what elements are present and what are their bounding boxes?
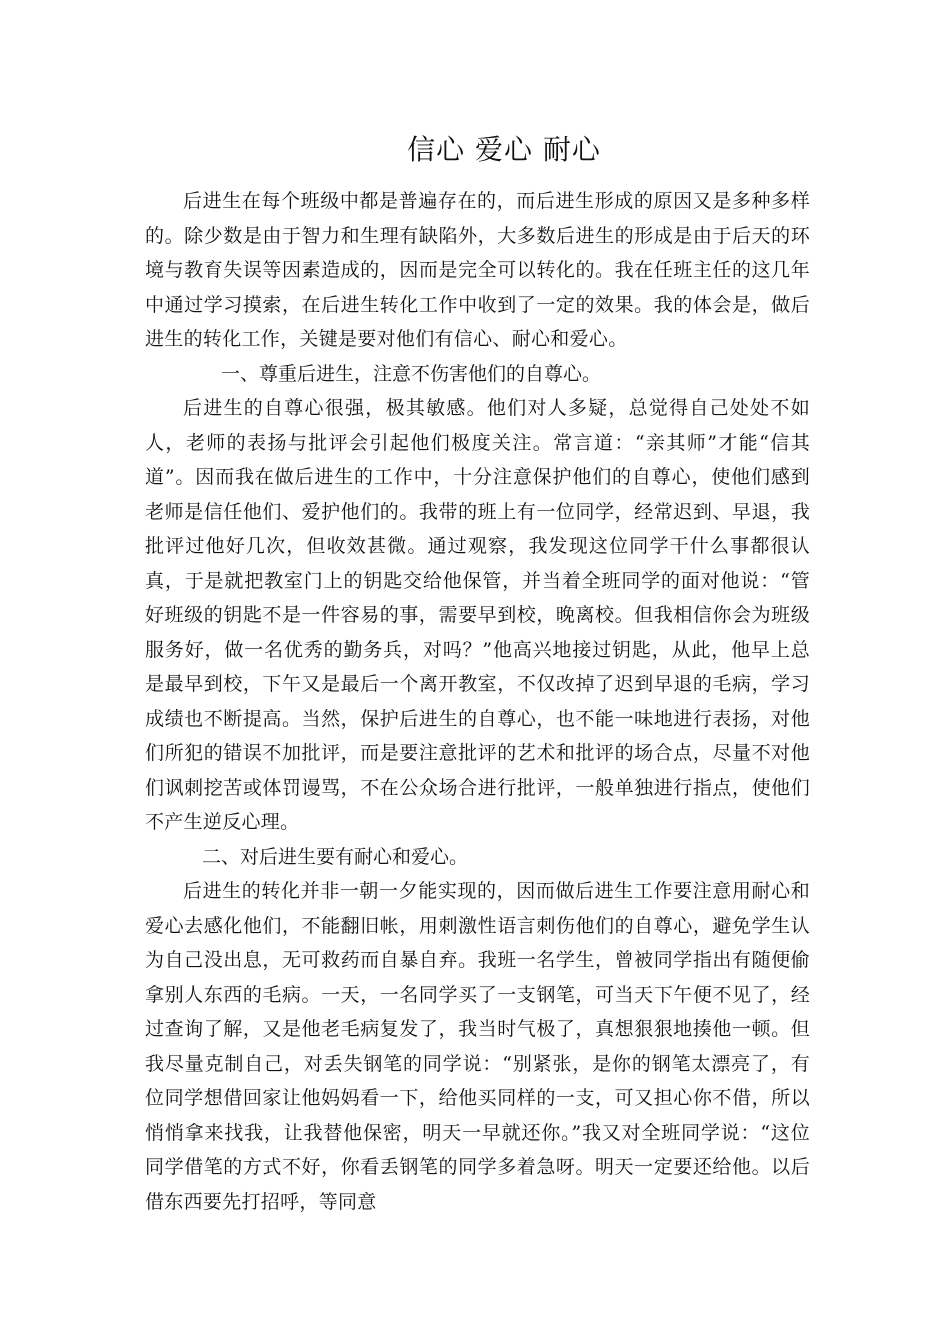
section-2-paragraph: 后进生的转化并非一朝一夕能实现的，因而做后进生工作要注意用耐心和爱心去感化他们，不能翻旧帐，用刺激性语言刺伤他们的自尊心，避免学生认为自己没出息，无可救药而自暴自弃。我班一名学生，曾被同学指出有随便偷拿别人东西的毛病。一天，一名同学买了一支钢笔，可当天下午便不见了，经过查询了解，又是他老毛病复发了，我当时气极了，真想狠狠地揍他一顿。但我尽量克制自己，对丢失钢笔的同学说：“别紧张，是你的钢笔太漂亮了，有位同学想借回家让他妈妈看一下，给他买同样的一支，可又担心你不借，所以悄悄拿来找我，让我替他保密，明天一早就还你。”我又对全班同学说：“这位同学借笔的方式不好，你看丢钢笔的同学多着急呀。明天一定要还给他。以后借东西要先打招呼，等同意 [145, 880, 810, 1213]
document-body [145, 184, 810, 1219]
document-title: 信心 爱心 耐心 [407, 133, 601, 166]
intro-paragraph: 后进生在每个班级中都是普遍存在的，而后进生形成的原因又是多种多样的。除少数是由于智力和生理有缺陷外，大多数后进生的形成是由于后天的环境与教育失误等因素造成的，因而是完全可以转化的。我在任班主任的这几年中通过学习摸索，在后进生转化工作中收到了一定的效果。我的体会是，做后进生的转化工作，关键是要对他们有信心、耐心和爱心。 [145, 190, 810, 350]
section-heading-1: 一、尊重后进生，注意不伤害他们的自尊心。 [221, 362, 602, 385]
section-heading-2: 二、对后进生要有耐心和爱心。 [202, 845, 469, 868]
section-1-paragraph: 后进生的自尊心很强，极其敏感。他们对人多疑，总觉得自己处处不如人，老师的表扬与批评会引起他们极度关注。常言道：“亲其师”才能“信其道”。因而我在做后进生的工作中，十分注意保护他们的自尊心，使他们感到老师是信任他们、爱护他们的。我带的班上有一位同学，经常迟到、早退，我批评过他好几次，但收效甚微。通过观察，我发现这位同学干什么事都很认真，于是就把教室门上的钥匙交给他保管，并当着全班同学的面对他说：“管好班级的钥匙不是一件容易的事，需要早到校，晚离校。但我相信你会为班级服务好，做一名优秀的勤务兵，对吗？”他高兴地接过钥匙，从此，他早上总是最早到校，下午又是最后一个离开教室，不仅改掉了迟到早退的毛病，学习成绩也不断提高。当然，保护后进生的自尊心，也不能一味地进行表扬，对他们所犯的错误不加批评，而是要注意批评的艺术和批评的场合点，尽量不对他们讽刺挖苦或体罚谩骂，不在公众场合进行批评，一般单独进行指点，使他们不产生逆反心理。 [145, 397, 810, 833]
